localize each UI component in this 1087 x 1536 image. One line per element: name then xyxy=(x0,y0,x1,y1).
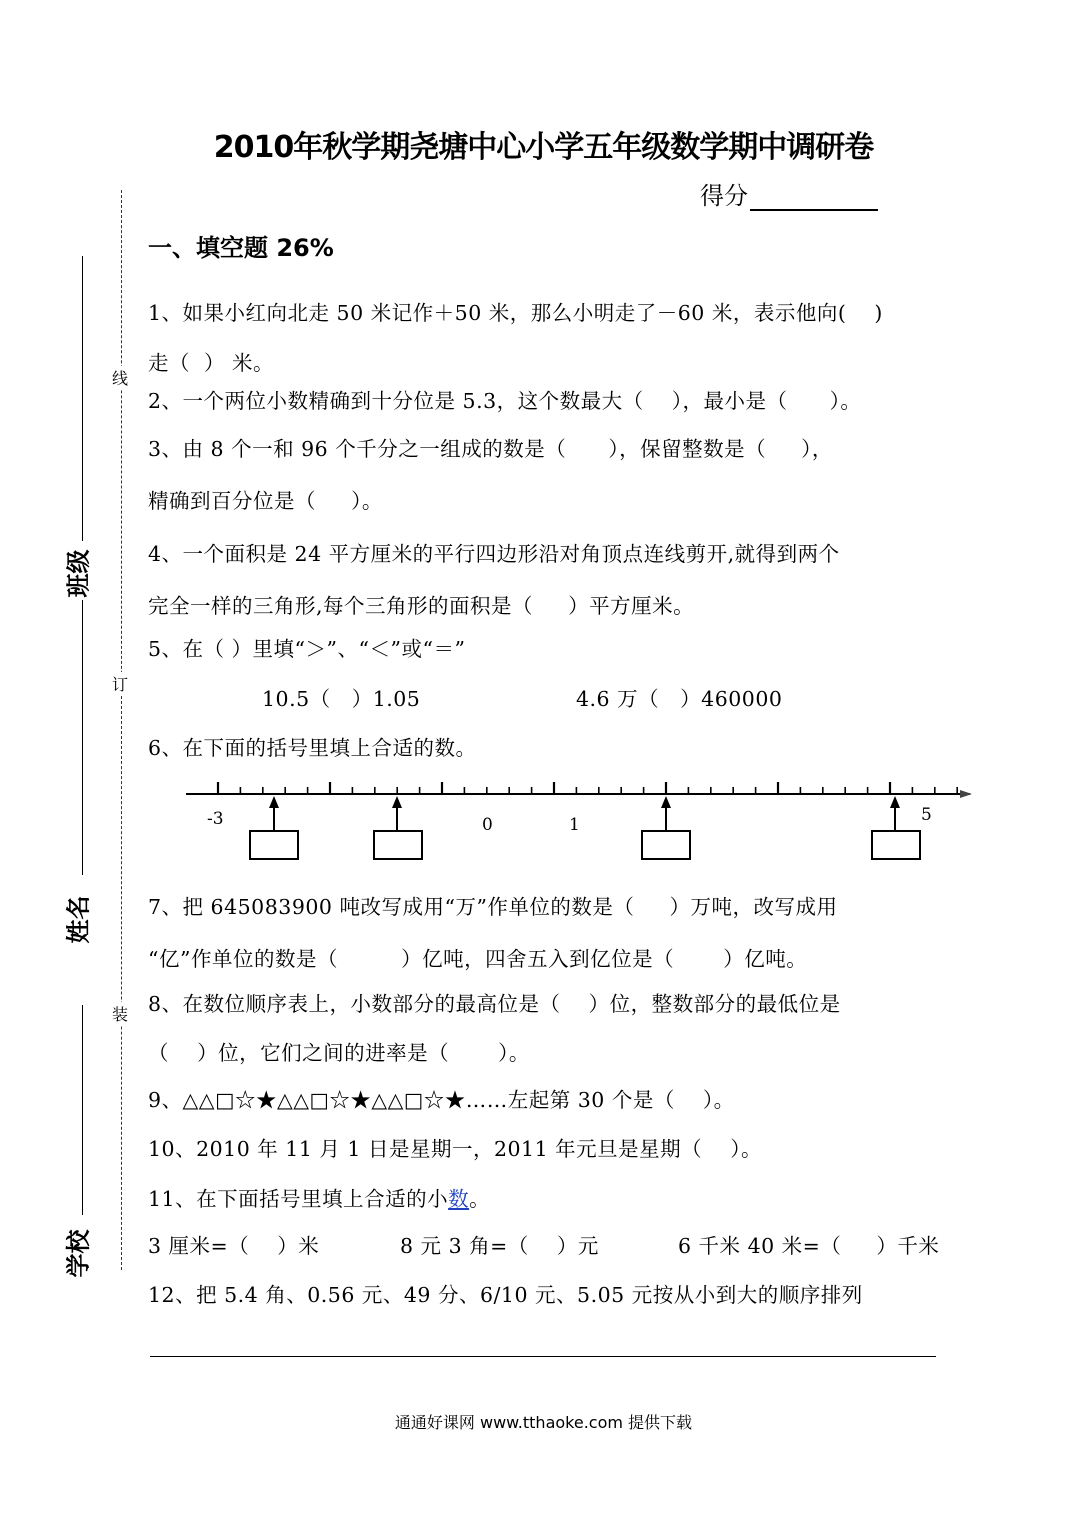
answer-pointer-4 xyxy=(872,796,920,859)
answer-pointer-3 xyxy=(642,796,690,859)
question-11-item-2: 8 元 3 角=（ ）元 xyxy=(400,1234,599,1258)
answer-box-4 xyxy=(872,831,920,859)
question-10: 10、2010 年 11 月 1 日是星期一，2011 年元旦是星期（ ）。 xyxy=(148,1137,762,1161)
question-9: 9、△△□☆★△△□☆★△△□☆★……左起第 30 个是（ ）。 xyxy=(148,1088,735,1112)
name-label: 姓名 xyxy=(64,895,93,944)
number-line-arrowhead xyxy=(960,790,972,798)
answer-box-2 xyxy=(374,831,422,859)
question-4-line-1: 4、一个面积是 24 平方厘米的平行四边形沿对角顶点连线剪开,就得到两个 xyxy=(148,542,840,566)
question-6: 6、在下面的括号里填上合适的数。 xyxy=(148,736,477,760)
question-12: 12、把 5.4 角、0.56 元、49 分、6/10 元、5.05 元按从小到大的顺序排列 xyxy=(148,1283,863,1307)
question-11-suffix: 。 xyxy=(469,1187,491,1211)
question-8-line-2: （ ）位，它们之间的进率是（ ）。 xyxy=(148,1041,530,1065)
binding-mark-xian: 线 xyxy=(112,366,128,389)
question-3-line-2: 精确到百分位是（ ）。 xyxy=(148,489,383,513)
question-1-line-2: 走（ ） 米。 xyxy=(148,351,275,375)
school-label: 学校 xyxy=(64,1229,93,1278)
tick-label-1: 1 xyxy=(569,815,580,835)
question-11-prefix: 11、在下面括号里填上合适的小 xyxy=(148,1187,449,1211)
question-11-link[interactable]: 数 xyxy=(448,1187,470,1211)
question-11 xyxy=(148,1182,490,1212)
question-7-line-2: “亿”作单位的数是（ ）亿吨，四舍五入到亿位是（ ）亿吨。 xyxy=(148,947,808,971)
question-1-line-1: 1、如果小红向北走 50 米记作＋50 米，那么小明走了－60 米，表示他向( ) xyxy=(148,301,883,325)
score-label: 得分 xyxy=(700,182,748,210)
answer-pointer-1 xyxy=(250,796,298,859)
binding-mark-ding: 订 xyxy=(112,672,128,695)
question-2: 2、一个两位小数精确到十分位是 5.3，这个数最大（ ），最小是（ ）。 xyxy=(148,389,862,413)
question-8-line-1: 8、在数位顺序表上，小数部分的最高位是（ ）位，整数部分的最低位是 xyxy=(148,992,841,1016)
question-7-line-1: 7、把 645083900 吨改写成用“万”作单位的数是（ ）万吨，改写成用 xyxy=(148,895,838,919)
tick-label-5: 5 xyxy=(921,805,932,825)
binding-dashed-line xyxy=(121,190,122,1270)
name-blank-line xyxy=(82,600,83,875)
class-label: 班级 xyxy=(64,549,93,598)
question-4-line-2: 完全一样的三角形,每个三角形的面积是（ ）平方厘米。 xyxy=(148,594,695,618)
binding-mark-zhuang: 装 xyxy=(112,1002,128,1025)
section-fill-blanks-title: 一、填空题 26% xyxy=(148,234,334,262)
question-5-item-1: 10.5（ ）1.05 xyxy=(262,687,421,711)
school-blank-line xyxy=(82,1005,83,1215)
footer-source: 通通好课网 www.tthaoke.com 提供下载 xyxy=(394,1413,693,1432)
score-blank xyxy=(750,183,878,211)
question-3-line-1: 3、由 8 个一和 96 个千分之一组成的数是（ ），保留整数是（ ）， xyxy=(148,437,833,461)
answer-box-1 xyxy=(250,831,298,859)
tick-label-neg3: -3 xyxy=(207,809,224,829)
question-5: 5、在（ ）里填“＞”、“＜”或“＝” xyxy=(148,637,466,661)
answer-line-q12 xyxy=(150,1356,936,1357)
number-line-ticks xyxy=(218,782,957,794)
page-title: 2010年秋学期尧塘中心小学五年级数学期中调研卷 xyxy=(213,130,874,165)
tick-label-0: 0 xyxy=(482,815,493,835)
question-5-item-2: 4.6 万（ ）460000 xyxy=(576,687,783,711)
number-line-figure xyxy=(180,770,980,870)
question-11-item-1: 3 厘米=（ ）米 xyxy=(148,1234,320,1258)
question-11-item-3: 6 千米 40 米=（ ）千米 xyxy=(678,1234,940,1258)
answer-box-3 xyxy=(642,831,690,859)
class-blank-line xyxy=(82,256,83,541)
answer-pointer-2 xyxy=(374,796,422,859)
score-field xyxy=(700,176,878,211)
